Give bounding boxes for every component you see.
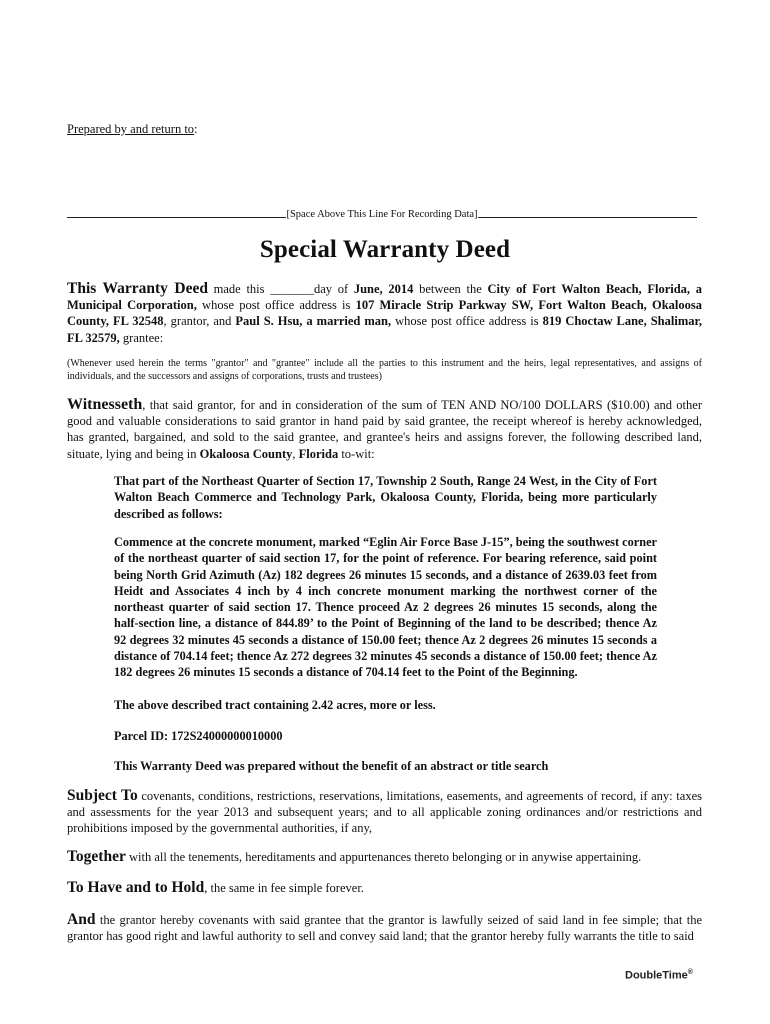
state-name: Florida [298,446,339,461]
together-lead: Together [67,848,126,865]
subject-to-lead: Subject To [67,787,138,804]
subject-to-text: covenants, conditions, restrictions, reservations, limitations, easements, and agreements of record, if any: taxes and assessments for the year 2013 and subsequent years; and to all applicable zoning ordinances and/or restrictions and prohibitions imposed by the governmental authorities, if any, [67,789,702,836]
witnesseth-end: to-wit: [338,446,375,461]
legal-description-intro: That part of the Northeast Quarter of Section 17, Township 2 South, Range 24 West, in the City of Fort Walton Beach Commerce and Technology Park, Okaloosa County, Florida, being more particularly described as follows: [114,474,657,521]
and-text: the grantor hereby covenants with said grantee that the grantor is lawfully seized of said land in fee simple; that the grantor has good right and lawful authority to sell and convey said land; that the grantor hereby fully warrants the title to said [67,913,702,944]
witnesseth-comma: , [292,446,299,461]
doubletime-brand [625,969,693,982]
together-text: with all the tenements, hereditaments and appurtenances thereto belonging or in anywise appertaining. [125,850,642,864]
recording-data-label: [Space Above This Line For Recording Data] [286,209,478,220]
subject-to-paragraph [67,788,702,837]
recording-rule-left [67,207,286,218]
and-paragraph [67,912,702,944]
opening-paragraph [67,281,702,346]
prepared-by-line [67,122,198,137]
grantor-name: City of Fort Walton Beach, Florida, a Municipal Corporation, [67,282,703,313]
definitions-note: (Whenever used herein the terms "grantor" and "grantee" include all the parties to this instrument and the heirs, legal representatives, and assigns of individuals, and the successors and assigns of corporations, trusts and trustees) [67,358,702,383]
recording-rule-right [478,207,697,218]
to-have-lead: To Have and to Hold [67,879,205,896]
prepared-by-colon: : [194,122,198,136]
witnesseth-lead: Witnesseth [67,396,143,413]
opening-text-6: whose post office address is [391,314,543,329]
opening-text-5: , grantor, and [163,314,236,329]
witnesseth-text: , that said grantor, for and in consideration of the sum of TEN AND NO/100 DOLLARS ($10.00) and other good and valuable considerations to said grantor in hand paid by said grantee, the receipt whereof is hereby acknowledged, has granted, bargained, and sold to the said grantee, and grantee's heirs and assigns forever, the following described land, situate, lying and being in [67,398,702,461]
deed-date: June, 2014 [353,282,414,296]
opening-text-3: between the [413,282,488,296]
legal-description-metes: Commence at the concrete monument, marked “Eglin Air Force Base J-15”, being the southwest corner of the northeast quarter of said section 17, for the point of reference. For bearing reference, said point being North Grid Azimuth (Az) 182 degrees 26 minutes 15 seconds, and a distance of 2639.03 feet from Heidt and Associates 4 inch by 4 inch concrete monument marking the northwest corner of the northeast quarter of said section 17. Thence proceed Az 2 degrees 26 minutes 15 seconds, along the half-section line, a distance of 844.89’ to the Point of Beginning of the land to be described; thence Az 92 degrees 32 minutes 45 seconds a distance of 150.00 feet; thence Az 2 degrees 26 minutes 15 seconds a distance of 704.14 feet; thence Az 272 degrees 32 minutes 45 seconds a distance of 150.00 feet; thence Az 182 degrees 26 minutes 15 seconds a distance of 704.14 feet to the Point of the Beginning. [114,535,657,680]
no-abstract-statement: This Warranty Deed was prepared without the benefit of an abstract or title search [114,759,549,773]
opening-text-7: grantee: [119,330,164,345]
acreage-statement: The above described tract containing 2.42 acres, more or less. [114,698,436,712]
opening-lead: This Warranty Deed [67,280,208,297]
grantor-address: 107 Miracle Strip Parkway SW, Fort Walton Beach, Okaloosa County, FL 32548 [67,298,702,329]
opening-text-4: whose post office address is [196,298,356,313]
and-lead: And [67,911,96,928]
to-have-paragraph [67,880,702,896]
opening-text-1: made this [207,282,271,296]
parcel-id: Parcel ID: 172S24000000010000 [114,729,283,743]
definitions-note-block [67,357,702,383]
grantee-name: Paul S. Hsu, a married man, [235,314,392,329]
to-have-text: , the same in fee simple forever. [204,881,364,895]
prepared-by-label: Prepared by and return to [67,122,195,136]
grantee-address: 819 Choctaw Lane, Shalimar, FL 32579, [67,314,703,345]
recording-data-line [67,207,697,220]
day-blank: _______ [270,282,314,296]
brand-name: DoubleTime [625,969,688,982]
together-paragraph [67,849,702,865]
opening-text-2: day of [313,282,354,296]
brand-registered-mark: ® [687,969,693,976]
witnesseth-paragraph [67,397,702,462]
county-name: Okaloosa County [199,446,293,461]
document-title: Special Warranty Deed [259,236,511,263]
